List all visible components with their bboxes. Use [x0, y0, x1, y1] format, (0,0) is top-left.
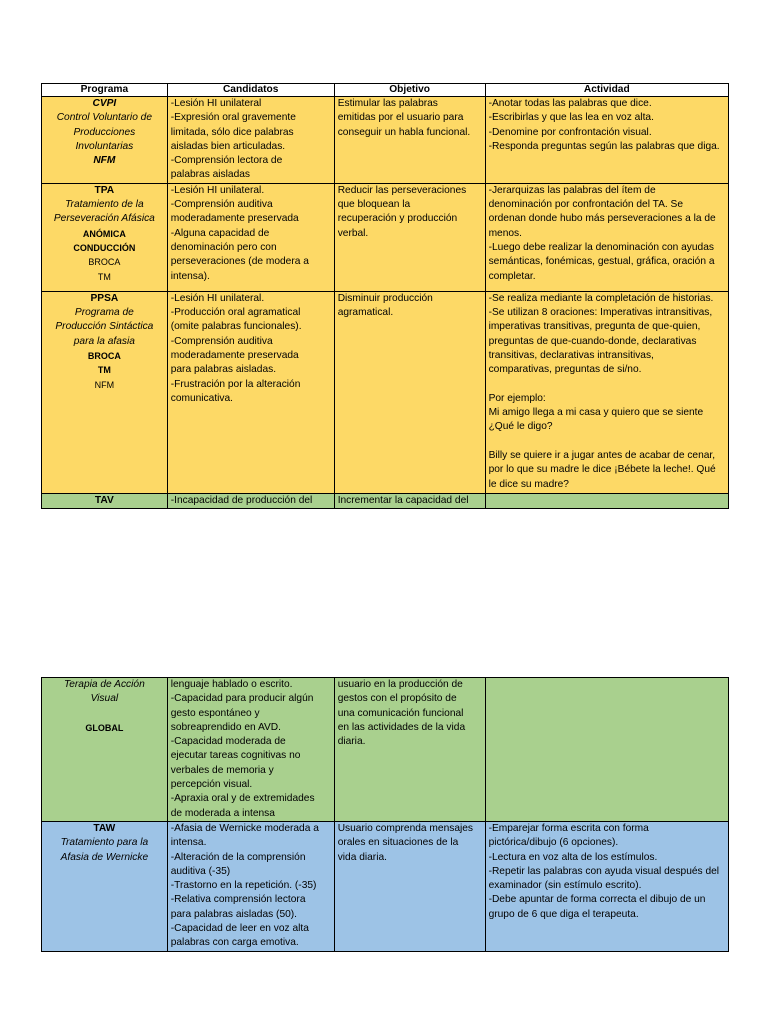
programa-cell: [42, 678, 168, 822]
cell-line: de moderada a intensa: [170, 807, 275, 819]
cell-line: (omite palabras funcionales).: [170, 321, 302, 333]
cell-line: -Debe apuntar de forma correcta el dibujo de un: [488, 894, 706, 906]
cell-line: CONDUCCIÓN: [73, 242, 136, 253]
cell-line: -Jerarquizas las palabras del ítem de: [488, 184, 656, 196]
candidatos-cell: [167, 493, 334, 508]
programa-cell: [42, 183, 168, 291]
cell-line: ¿Qué le digo?: [488, 421, 553, 433]
cell-line: transitivas, declarativas intransitivas,: [488, 349, 654, 361]
cell-line: palabras con carga emotiva.: [170, 937, 299, 949]
header-objetivo: Objetivo: [334, 84, 485, 97]
cell-line: Visual: [90, 693, 119, 705]
cell-line: -Trastorno en la repetición. (-35): [170, 880, 317, 892]
actividad-cell: [485, 821, 728, 951]
cell-line: -Repetir las palabras con ayuda visual después del: [488, 865, 720, 877]
cell-line: una comunicación funcional: [337, 707, 464, 719]
cell-line: -Capacidad moderada de: [170, 736, 286, 748]
cell-line: Programa de: [74, 307, 134, 319]
cell-line: diaria.: [337, 736, 366, 748]
cell-line: Incrementar la capacidad del: [337, 494, 469, 506]
candidatos-cell: [167, 291, 334, 493]
candidatos-cell: [167, 821, 334, 951]
actividad-cell: [485, 493, 728, 508]
cell-line: vida diaria.: [337, 851, 387, 863]
table-row: [42, 821, 729, 951]
cell-line: auditiva (-35): [170, 865, 231, 877]
cell-line: -Alteración de la comprensión: [170, 851, 306, 863]
candidatos-cell: [167, 678, 334, 822]
cell-line: -Producción oral agramatical: [170, 307, 301, 319]
cell-line: -Afasia de Wernicke moderada a: [170, 822, 319, 834]
objetivo-cell: [334, 291, 485, 493]
cell-line: -Apraxia oral y de extremidades: [170, 793, 315, 805]
cell-line: preguntas de que-cuando-donde, declarativas: [488, 335, 697, 347]
cell-line: -Expresión oral gravemente: [170, 112, 296, 124]
cell-line: TM: [97, 365, 111, 376]
cell-line: Por ejemplo:: [488, 392, 546, 404]
cell-line: comparativas, preguntas de si/no.: [488, 364, 642, 376]
cell-line: -Alguna capacidad de: [170, 227, 270, 239]
cell-line: por lo que su madre le dice ¡Bébete la leche!. Qué: [488, 464, 716, 476]
cell-line: ejecutar tareas cognitivas no: [170, 750, 301, 762]
programa-cell: [42, 97, 168, 184]
objetivo-cell: [334, 678, 485, 822]
objetivo-cell: [334, 97, 485, 184]
cell-line: limitada, sólo dice palabras: [170, 126, 294, 138]
cell-line: en las actividades de la vida: [337, 721, 466, 733]
objetivo-cell: [334, 493, 485, 508]
cell-line: Producciones: [73, 126, 136, 138]
cell-line: [489, 378, 725, 392]
table-row: [42, 493, 729, 508]
table-row: [42, 678, 729, 822]
cell-line: aisladas bien articuladas.: [170, 140, 286, 152]
cell-line: NFM: [94, 379, 115, 390]
header-row: [42, 84, 729, 97]
programa-cell: [42, 821, 168, 951]
cell-line: Disminuir producción: [337, 292, 433, 304]
cell-line: -Emparejar forma escrita con forma: [488, 822, 649, 834]
cell-line: para la afasia: [73, 335, 135, 347]
cell-line: Tratamiento de la: [65, 199, 144, 211]
cell-line: verbal.: [337, 227, 369, 239]
cell-line: le dice su madre?: [488, 478, 569, 490]
cell-line: menos.: [488, 227, 522, 239]
cell-line: -Relativa comprensión lectora: [170, 894, 306, 906]
cell-line: que bloquean la: [337, 199, 411, 211]
cell-line: Estimular las palabras: [337, 98, 438, 109]
cell-line: Control Voluntario de: [56, 112, 153, 124]
cell-line: -Capacidad de leer en voz alta: [170, 923, 309, 935]
cell-line: percepción visual.: [170, 779, 253, 791]
cell-line: TAV: [94, 494, 114, 506]
table-row: [42, 97, 729, 184]
candidatos-cell: [167, 97, 334, 184]
cell-line: -Incapacidad de producción del: [170, 494, 313, 506]
actividad-cell: [485, 183, 728, 291]
header-actividad: Actividad: [485, 84, 728, 97]
table-row: [42, 183, 729, 291]
candidatos-cell: [167, 183, 334, 291]
cell-line: [489, 435, 725, 449]
cell-line: Billy se quiere ir a jugar antes de acabar de cenar,: [488, 450, 716, 462]
cell-line: completar.: [488, 270, 536, 282]
cell-line: grupo de 6 que diga el terapeuta.: [488, 908, 639, 920]
cell-line: ANÓMICA: [82, 228, 126, 239]
cell-line: -Lesión HI unilateral.: [170, 292, 265, 304]
table-row: [42, 291, 729, 493]
actividad-cell: [485, 291, 728, 493]
cell-line: imperativas transitivas, pregunta de que-quien,: [488, 321, 701, 333]
cell-line: emitidas por el usuario para: [337, 112, 464, 124]
cell-line: moderadamente preservada: [170, 349, 299, 361]
cell-line: Reducir las perseveraciones: [337, 184, 467, 196]
cell-line: comunicativa.: [170, 392, 234, 404]
programa-cell: [42, 493, 168, 508]
cell-line: Involuntarias: [75, 140, 134, 152]
header-programa: Programa: [42, 84, 168, 97]
cell-line: [45, 707, 164, 721]
cell-line: denominación por confrontación del TA. Se: [488, 199, 683, 211]
cell-line: perseveraciones (de modera a: [170, 256, 309, 268]
cell-line: -Comprensión auditiva: [170, 199, 273, 211]
cell-line: usuario en la producción de: [337, 679, 463, 690]
cell-line: GLOBAL: [85, 722, 124, 733]
cell-line: denominación pero con: [170, 241, 277, 253]
actividad-cell: [485, 678, 728, 822]
cell-line: sobreaprendido en AVD.: [170, 721, 281, 733]
cell-line: PPSA: [90, 292, 119, 304]
cell-line: -Se utilizan 8 oraciones: Imperativas intransitivas,: [488, 307, 713, 319]
cell-line: Terapia de Acción: [63, 679, 145, 690]
cell-line: BROCA: [87, 350, 121, 361]
cell-line: conseguir un habla funcional.: [337, 126, 471, 138]
cell-line: -Escribirlas y que las lea en voz alta.: [488, 112, 654, 124]
cell-line: -Comprensión auditiva: [170, 335, 273, 347]
cell-line: -Responda preguntas según las palabras que diga.: [488, 140, 720, 152]
cell-line: ordenan donde hubo más perseveraciones a la de: [488, 213, 716, 225]
cell-line: -Frustración por la alteración: [170, 378, 301, 390]
cell-line: intensa.: [170, 837, 207, 849]
cell-line: para palabras aisladas.: [170, 364, 277, 376]
cell-line: -Comprensión lectora de: [170, 155, 283, 167]
cell-line: Producción Sintáctica: [55, 321, 154, 333]
cell-line: TAW: [93, 822, 116, 834]
cell-line: pictórica/dibujo (6 opciones).: [488, 837, 619, 849]
cell-line: intensa).: [170, 270, 210, 282]
cell-line: lenguaje hablado o escrito.: [170, 679, 293, 690]
cell-line: Tratamiento para la: [60, 837, 149, 849]
cell-line: CVPI: [92, 98, 117, 109]
cell-line: Afasia de Wernicke: [60, 851, 149, 863]
cell-line: examinador (sin estímulo escrito).: [488, 880, 642, 892]
cell-line: TPA: [94, 184, 115, 196]
cell-line: Mi amigo llega a mi casa y quiero que se siente: [488, 407, 704, 419]
cell-line: orales en situaciones de la: [337, 837, 459, 849]
cell-line: -Luego debe realizar la denominación con ayudas: [488, 241, 714, 253]
cell-line: Perseveración Afásica: [53, 213, 155, 225]
objetivo-cell: [334, 821, 485, 951]
cell-line: -Denomine por confrontación visual.: [488, 126, 652, 138]
cell-line: recuperación y producción: [337, 213, 458, 225]
cell-line: semánticas, fonémicas, gestual, gráfica, oración a: [488, 256, 715, 268]
cell-line: -Lesión HI unilateral.: [170, 184, 265, 196]
cell-line: TM: [97, 271, 111, 282]
cell-line: -Lesión HI unilateral: [170, 98, 262, 109]
cell-line: gestos con el propósito de: [337, 693, 457, 705]
cell-line: Usuario comprenda mensajes: [337, 822, 474, 834]
cell-line: palabras aisladas: [170, 169, 251, 181]
programa-cell: [42, 291, 168, 493]
cell-line: agramatical.: [337, 307, 394, 319]
cell-line: para palabras aisladas (50).: [170, 908, 298, 920]
header-candidatos: Candidatos: [167, 84, 334, 97]
table-page-1: [41, 83, 729, 509]
cell-line: gesto espontáneo y: [170, 707, 260, 719]
cell-line: -Se realiza mediante la completación de historias.: [488, 292, 714, 304]
table-page-2: [41, 677, 729, 952]
cell-line: verbales de memoria y: [170, 764, 274, 776]
cell-line: BROCA: [88, 257, 121, 268]
cell-line: -Lectura en voz alta de los estímulos.: [488, 851, 658, 863]
objetivo-cell: [334, 183, 485, 291]
cell-line: moderadamente preservada: [170, 213, 299, 225]
cell-line: -Anotar todas las palabras que dice.: [488, 98, 652, 109]
cell-line: -Capacidad para producir algún: [170, 693, 314, 705]
actividad-cell: [485, 97, 728, 184]
cell-line: NFM: [93, 155, 116, 167]
